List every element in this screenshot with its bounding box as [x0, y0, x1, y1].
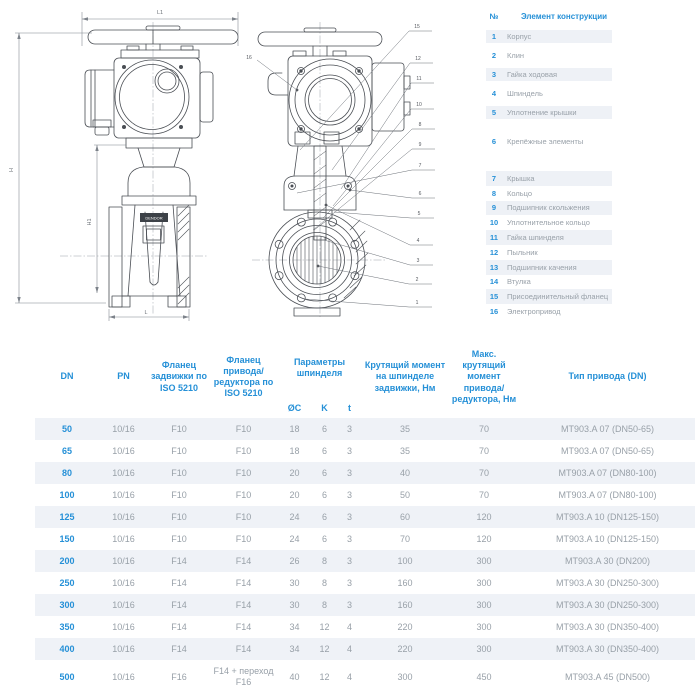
legend-item-number: 5: [491, 108, 497, 117]
spec-cell: 6: [321, 423, 327, 434]
legend-item-name: Присоединительный фланец: [507, 292, 609, 302]
spec-cell: 3: [346, 577, 352, 588]
callout-dot: [325, 204, 328, 207]
spec-cell: 300: [476, 599, 492, 610]
callout-number: 6: [418, 191, 422, 197]
legend-header-number: №: [489, 12, 499, 21]
spec-cell: 3: [346, 467, 352, 478]
spec-cell: 8: [321, 599, 327, 610]
spec-cell: 3: [346, 489, 352, 500]
legend-body: [486, 30, 612, 319]
motor-housing-section: [372, 63, 404, 131]
spec-cell: 12: [319, 671, 330, 682]
spec-cell: F14: [171, 599, 187, 610]
spec-cell: MT903.A 30 (DN200): [564, 555, 651, 566]
spec-cell: 40: [399, 467, 410, 478]
spec-cell: 10/16: [112, 423, 135, 434]
spec-table-header: [35, 336, 695, 418]
spec-cell: 300: [476, 577, 492, 588]
spec-cell: 24: [289, 533, 300, 544]
legend-item-number: 8: [491, 188, 497, 198]
legend-row: [486, 186, 612, 201]
spec-cell: 12: [319, 621, 330, 632]
callout-number: 12: [415, 56, 421, 62]
spec-cell: 34: [289, 621, 300, 632]
spec-cell: 12: [319, 643, 330, 654]
legend-item-number: 11: [490, 233, 498, 243]
spec-cell: F14: [235, 599, 252, 610]
spec-cell: F10: [235, 489, 252, 500]
col-header-valve-flange: Фланец задвижки по ISO 5210: [151, 360, 207, 393]
spec-table-row: [35, 484, 695, 506]
col-header-max-torque: Макс. крутящий момент привода/ редуктора, Нм: [451, 348, 517, 404]
cable-gland: [93, 120, 111, 127]
spec-cell: 3: [346, 599, 352, 610]
col-header-spindle-group: [277, 336, 362, 418]
spec-table-row: [35, 418, 695, 440]
callout-number: 3: [416, 258, 420, 264]
legend-item-name: Крепёжные элементы: [507, 137, 584, 146]
valve-foot: [294, 308, 340, 316]
spec-cell: 30: [289, 599, 300, 610]
spec-cell: 10/16: [112, 671, 135, 682]
legend-row: [486, 289, 612, 304]
spec-cell: MT903.A 30 (DN350-400): [555, 621, 660, 632]
legend-row: [486, 49, 612, 62]
spec-cell: MT903.A 07 (DN80-100): [558, 467, 657, 478]
brand-plate-label: DENDOR: [145, 215, 163, 221]
legend-item-number: 1: [491, 32, 497, 41]
legend-item-name: Гайка ходовая: [507, 70, 558, 79]
spec-cell: 3: [346, 423, 352, 434]
spec-cell: 24: [289, 511, 300, 522]
spec-cell: 50: [399, 489, 410, 500]
spec-cell: 120: [476, 533, 492, 544]
spec-cell: 6: [321, 533, 327, 544]
callout-leader: [257, 60, 297, 90]
valve-section-view: [258, 28, 410, 316]
callout-number: 15: [414, 24, 420, 30]
legend-item-number: 6: [491, 137, 497, 146]
spec-cell: MT903.A 07 (DN50-65): [560, 445, 655, 456]
spec-cell: 400: [59, 643, 75, 654]
legend-item-name: Корпус: [507, 32, 532, 41]
spec-cell: MT903.A 07 (DN50-65): [560, 423, 655, 434]
spec-cell: MT903.A 30 (DN350-400): [555, 643, 660, 654]
spec-cell: 70: [478, 445, 489, 456]
spec-cell: 350: [59, 621, 75, 632]
spec-cell: 6: [321, 511, 327, 522]
spec-cell: 70: [478, 489, 489, 500]
spec-table-row: [35, 506, 695, 528]
legend-item-number: 15: [489, 292, 499, 302]
col-header-k: K: [321, 403, 328, 414]
spec-cell: 450: [476, 671, 492, 682]
spec-table-row: [35, 616, 695, 638]
spec-cell: 6: [321, 445, 327, 456]
legend-row: [486, 30, 612, 43]
spec-cell: 125: [59, 511, 75, 522]
spec-table-row: [35, 660, 695, 694]
legend-item-name: Гайка шпинделя: [507, 233, 564, 243]
crank-lever: [268, 73, 288, 95]
dimension-arrows: [17, 17, 238, 319]
legend-row: [486, 87, 612, 100]
col-header-oc: ØC: [287, 403, 302, 414]
spec-cell: 40: [289, 671, 300, 682]
spec-table-body: [35, 418, 695, 694]
callout-number: 16: [246, 55, 252, 61]
spec-cell: 18: [289, 423, 300, 434]
legend-row: [486, 134, 612, 149]
legend-item-number: 12: [489, 247, 499, 257]
legend-item-number: 7: [491, 173, 497, 183]
spec-cell: 20: [289, 489, 300, 500]
terminal-compartment: [85, 70, 114, 127]
spec-cell: 120: [476, 511, 492, 522]
col-header-drive-flange: Фланец привода/ редуктора по ISO 5210: [213, 354, 274, 399]
col-header-torque: Крутящий момент на шпинделе задвижки, Нм: [364, 360, 446, 393]
spec-cell: 200: [59, 555, 75, 566]
spec-cell: 300: [59, 599, 75, 610]
spec-cell: F14: [235, 643, 252, 654]
col-header-t: t: [348, 403, 351, 414]
legend-row: [486, 215, 612, 230]
legend-item-name: Клин: [507, 51, 525, 60]
legend-item-number: 16: [489, 307, 499, 317]
col-header-dn: DN: [60, 371, 74, 382]
spec-cell: 70: [478, 423, 489, 434]
spec-cell: 10/16: [112, 643, 135, 654]
spec-cell: F10: [171, 423, 187, 434]
spec-cell: 220: [397, 643, 413, 654]
spec-cell: 500: [59, 671, 75, 682]
legend-row: [486, 106, 612, 119]
callout-number: 2: [415, 277, 419, 283]
spec-cell: 10/16: [112, 621, 135, 632]
legend-row: [486, 260, 612, 275]
spec-cell: 300: [476, 621, 492, 632]
spec-cell: 65: [61, 445, 72, 456]
handwheel: [88, 30, 238, 44]
spec-cell: 50: [61, 423, 72, 434]
legend-item-name: Пыльник: [507, 247, 538, 257]
col-header-pn: PN: [117, 371, 130, 382]
spec-cell: 8: [321, 555, 327, 566]
spec-cell: 80: [61, 467, 72, 478]
spec-table-row: [35, 572, 695, 594]
callout-number: 1: [415, 300, 419, 306]
dim-label-l: L: [144, 310, 148, 316]
spec-cell: 34: [289, 643, 300, 654]
spec-cell: 300: [397, 671, 413, 682]
spec-cell: F10: [171, 445, 187, 456]
parts-legend: [486, 10, 612, 319]
spec-cell: 26: [289, 555, 300, 566]
spec-cell: 4: [346, 671, 352, 682]
spec-cell: MT903.A 30 (DN250-300): [555, 577, 660, 588]
spec-cell: 3: [346, 533, 352, 544]
spec-cell: 10/16: [112, 467, 135, 478]
spec-cell: 10/16: [112, 577, 135, 588]
spec-cell: 70: [399, 533, 410, 544]
callout-dot: [296, 89, 299, 92]
spec-cell: F14: [171, 643, 187, 654]
legend-item-name: Электропривод: [507, 307, 561, 317]
legend-item-number: 3: [491, 70, 497, 79]
spec-table-row: [35, 528, 695, 550]
spec-cell: F14: [235, 555, 252, 566]
legend-item-number: 13: [489, 262, 499, 272]
legend-item-number: 2: [491, 51, 497, 60]
spec-cell: MT903.A 30 (DN250-300): [555, 599, 660, 610]
spec-cell: F14: [235, 577, 252, 588]
col-header-drive-type: Тип привода (DN): [568, 371, 647, 382]
callout-number: 10: [416, 102, 422, 108]
motor-housing: [200, 72, 213, 122]
spec-cell: 3: [346, 555, 352, 566]
legend-row: [486, 275, 612, 290]
spec-cell: 160: [397, 599, 413, 610]
legend-item-name: Втулка: [507, 277, 531, 287]
spec-cell: MT903.A 10 (DN125-150): [555, 533, 660, 544]
spec-cell: 150: [59, 533, 75, 544]
callout-dot: [317, 265, 320, 268]
callout-number: 7: [418, 163, 422, 169]
spec-cell: 20: [289, 467, 300, 478]
spec-cell: 3: [346, 511, 352, 522]
legend-item-name: Подшипник скольжения: [507, 203, 590, 213]
spec-cell: 300: [476, 555, 492, 566]
spec-cell: 100: [59, 489, 75, 500]
spec-table-row: [35, 440, 695, 462]
legend-item-name: Крышка: [507, 173, 535, 183]
dimension-labels: [9, 10, 163, 316]
callout-number: 8: [418, 122, 422, 128]
spec-cell: F10: [235, 511, 252, 522]
spec-cell: 4: [346, 621, 352, 632]
spec-cell: F10: [235, 533, 252, 544]
spec-cell: F14 + переход F16: [213, 666, 274, 687]
spec-cell: MT903.A 10 (DN125-150): [555, 511, 660, 522]
spec-cell: F10: [235, 423, 252, 434]
spec-cell: 4: [346, 643, 352, 654]
legend-row: [486, 201, 612, 216]
dim-label-h: H: [9, 168, 15, 172]
legend-row: [486, 230, 612, 245]
spec-cell: F14: [171, 621, 187, 632]
pipe-flange-left: [109, 207, 122, 307]
spec-cell: 70: [478, 467, 489, 478]
callout-leader: [350, 190, 435, 198]
spec-cell: F14: [235, 621, 252, 632]
spec-cell: F10: [235, 445, 252, 456]
spec-cell: 250: [59, 577, 75, 588]
legend-row: [486, 68, 612, 81]
spec-cell: F10: [171, 533, 187, 544]
spec-cell: 100: [397, 555, 413, 566]
valve-front-view: [85, 26, 238, 307]
spec-cell: F10: [171, 467, 187, 478]
dim-label-l1: L1: [156, 10, 164, 16]
callout-dot: [349, 189, 352, 192]
spindle-subheaders: [277, 400, 362, 418]
spec-table-row: [35, 550, 695, 572]
spec-cell: 8: [321, 577, 327, 588]
spec-cell: 18: [289, 445, 300, 456]
legend-item-name: Кольцо: [507, 188, 533, 198]
spec-cell: F10: [235, 467, 252, 478]
spec-table-row: [35, 638, 695, 660]
spec-cell: 6: [321, 489, 327, 500]
spec-cell: 10/16: [112, 533, 135, 544]
legend-item-number: 9: [491, 203, 497, 213]
legend-row: [486, 171, 612, 186]
col-header-spindle: Параметры шпинделя: [293, 356, 346, 378]
callout-leader: [297, 170, 435, 193]
dim-label-h1: H1: [87, 218, 93, 226]
spec-cell: 10/16: [112, 445, 135, 456]
spec-table-row: [35, 462, 695, 484]
spec-cell: 10/16: [112, 555, 135, 566]
spec-cell: F10: [171, 511, 187, 522]
spec-cell: F10: [171, 489, 187, 500]
spec-cell: 3: [346, 445, 352, 456]
callout-number: 5: [417, 211, 421, 217]
spec-cell: 10/16: [112, 599, 135, 610]
legend-item-number: 4: [491, 89, 497, 98]
spec-cell: 160: [397, 577, 413, 588]
legend-item-number: 10: [489, 218, 499, 228]
spec-cell: 30: [289, 577, 300, 588]
legend-item-name: Шпиндель: [507, 89, 543, 98]
spec-cell: F14: [171, 577, 187, 588]
spec-cell: 10/16: [112, 511, 135, 522]
legend-item-number: 14: [489, 277, 499, 287]
legend-header-name: Элемент конструкции: [520, 12, 608, 21]
spec-cell: MT903.A 45 (DN500): [564, 671, 651, 682]
callout-number: 11: [416, 76, 422, 82]
spec-cell: MT903.A 07 (DN80-100): [558, 489, 657, 500]
spec-cell: 35: [399, 445, 410, 456]
legend-item-name: Уплотнительное кольцо: [507, 218, 590, 228]
spec-cell: 300: [476, 643, 492, 654]
spec-cell: 10/16: [112, 489, 135, 500]
legend-row: [486, 245, 612, 260]
legend-item-name: Подшипник качения: [507, 262, 577, 272]
spec-cell: 35: [399, 423, 410, 434]
callout-number: 4: [416, 238, 420, 244]
spec-cell: 6: [321, 467, 327, 478]
spec-table: [35, 336, 695, 694]
legend-row: [486, 304, 612, 319]
spec-table-row: [35, 594, 695, 616]
callout-number: 9: [418, 142, 422, 148]
legend-item-name: Уплотнение крышки: [507, 108, 577, 117]
spec-cell: 60: [399, 511, 410, 522]
spec-cell: F14: [171, 555, 187, 566]
spec-cell: 220: [397, 621, 413, 632]
spec-cell: F16: [171, 671, 187, 682]
legend-header: [486, 10, 612, 23]
